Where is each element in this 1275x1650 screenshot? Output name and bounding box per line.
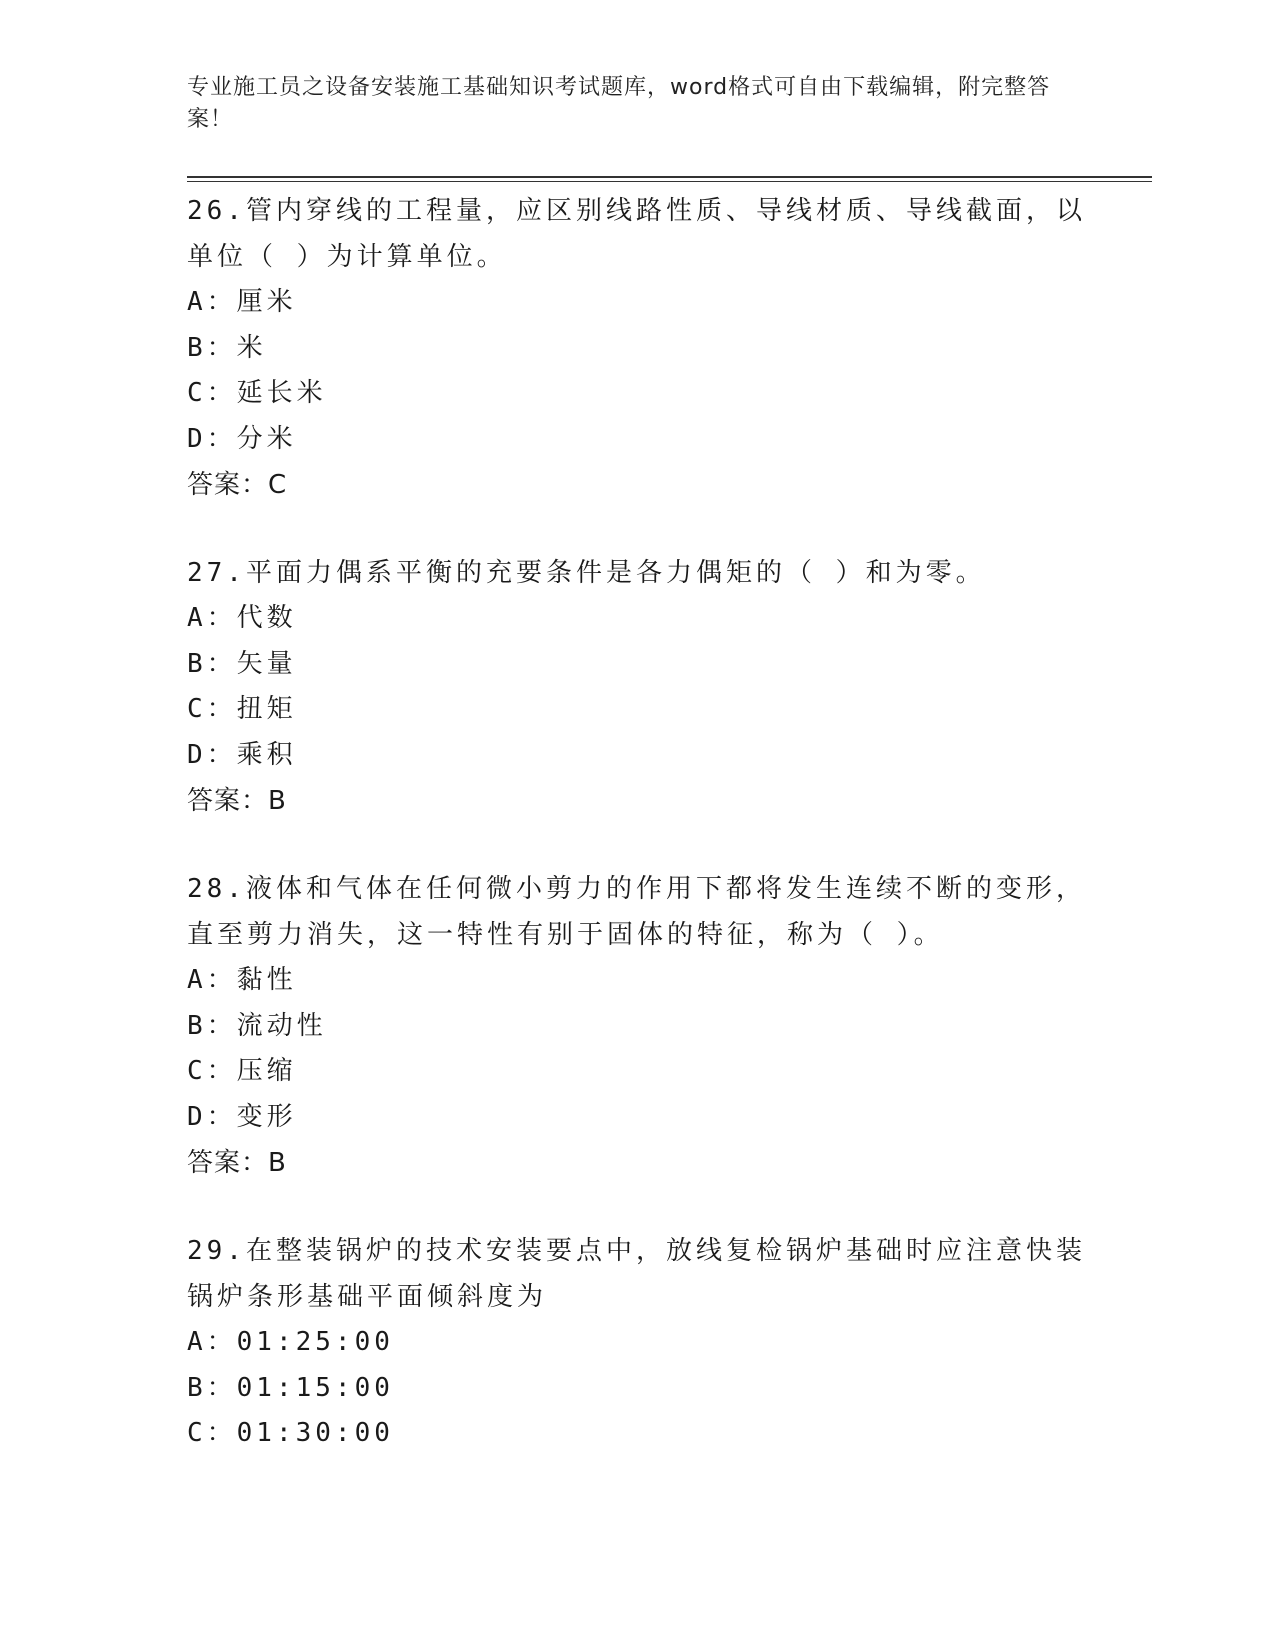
header-divider-thin [187,181,1152,182]
option-b: B：流动性 [187,1010,327,1041]
option-c: C：压缩 [187,1056,297,1086]
option-a: A：01:25:00 [187,1327,394,1357]
answer-line: 答案：B [187,1148,287,1178]
header-divider-thick [187,176,1152,178]
question-stem: 26.管内穿线的工程量，应区别线路性质、导线材质、导线截面，以单位（ ）为计算单位。 [187,196,1086,272]
question-stem: 29.在整装锅炉的技术安装要点中，放线复检锅炉基础时应注意快装锅炉条形基础平面倾斜度为 [187,1236,1086,1312]
question-26 [187,188,1087,508]
option-a: A：代数 [187,603,297,633]
option-b: B：米 [187,332,267,363]
question-27 [187,550,1087,824]
answer-line: 答案：B [187,786,287,816]
question-29 [187,1228,1087,1457]
option-d: D：分米 [187,423,297,454]
question-stem: 27.平面力偶系平衡的充要条件是各力偶矩的（ ）和为零。 [187,558,986,588]
option-b: B：矢量 [187,648,297,679]
option-c: C：扭矩 [187,694,297,724]
answer-line: 答案：C [187,470,288,500]
option-c: C：延长米 [187,378,327,408]
option-d: D：变形 [187,1101,297,1132]
option-b: B：01:15:00 [187,1372,394,1403]
question-list [187,188,1087,1499]
option-a: A：厘米 [187,287,297,317]
option-c: C：01:30:00 [187,1418,394,1448]
question-stem: 28.液体和气体在任何微小剪力的作用下都将发生连续不断的变形，直至剪力消失，这一特性有别于固体的特征，称为（ ）。 [187,874,1086,950]
question-28 [187,866,1087,1186]
option-d: D：乘积 [187,739,297,770]
option-a: A：黏性 [187,965,297,995]
document-header: 专业施工员之设备安装施工基础知识考试题库，word格式可自由下载编辑，附完整答案！ [187,75,1051,132]
